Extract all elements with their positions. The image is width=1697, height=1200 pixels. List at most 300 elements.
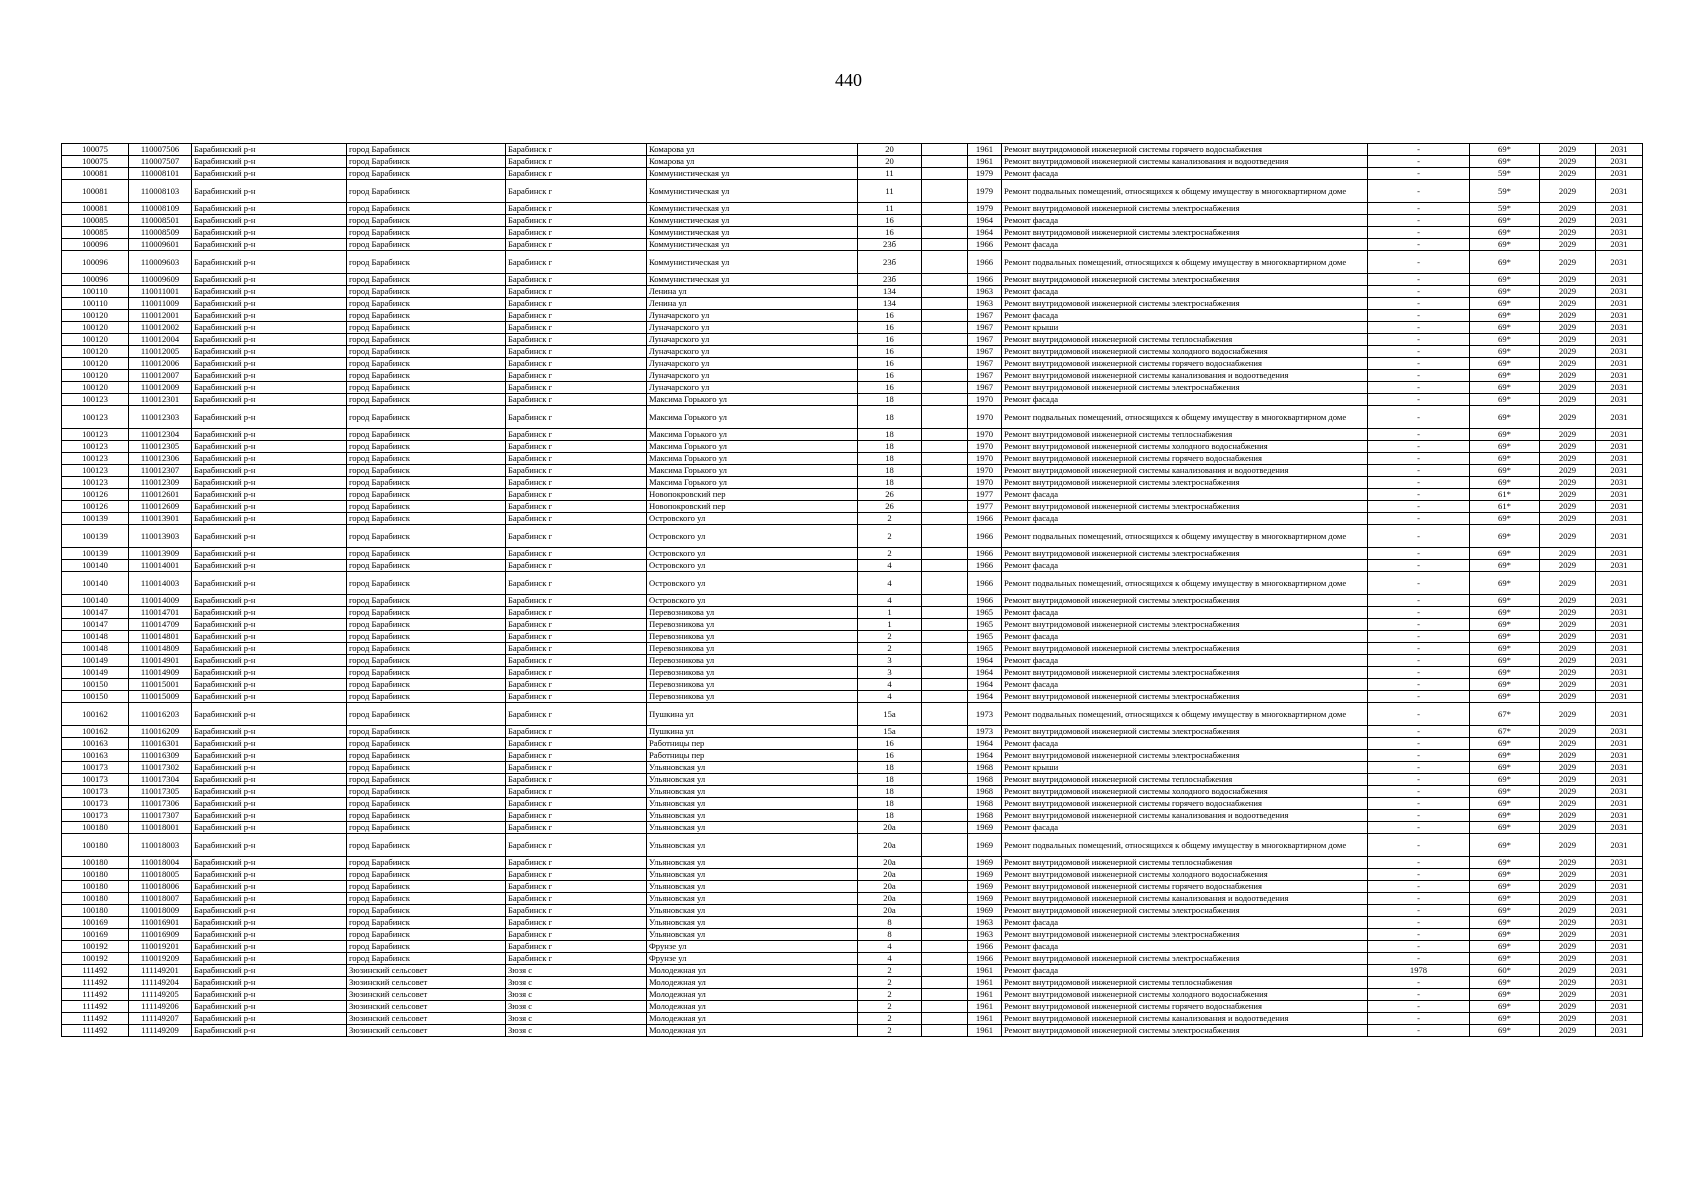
cell-district: Барабинский р-н [192,180,347,203]
cell-year-built: 1967 [968,322,1002,334]
cell-work-id: 110014001 [129,560,192,572]
cell-plan-start: 2029 [1540,774,1596,786]
cell-house: 4 [858,595,922,607]
cell-house: 18 [858,810,922,822]
cell-work-id: 111149201 [129,965,192,977]
cell-plan-start: 2029 [1540,953,1596,965]
cell-wear: 67* [1470,726,1540,738]
cell-work-type: Ремонт фасада [1002,286,1368,298]
cell-plan-end: 2031 [1596,595,1643,607]
cell-work-id: 111149205 [129,989,192,1001]
cell-municipality: город Барабинск [347,180,506,203]
cell-street: Максима Горького ул [647,477,858,489]
cell-wear: 69* [1470,631,1540,643]
cell-municipality: город Барабинск [347,667,506,679]
cell-wear: 69* [1470,310,1540,322]
cell-street: Коммунистическая ул [647,251,858,274]
cell-last-repair: - [1368,429,1470,441]
cell-block [922,965,968,977]
cell-house: 20а [858,822,922,834]
cell-street: Островского ул [647,560,858,572]
cell-block [922,774,968,786]
cell-work-id: 110016909 [129,929,192,941]
cell-locality: Барабинск г [506,607,647,619]
cell-district: Барабинский р-н [192,726,347,738]
cell-house: 16 [858,310,922,322]
cell-street: Молодежная ул [647,965,858,977]
cell-plan-start: 2029 [1540,810,1596,822]
cell-plan-start: 2029 [1540,655,1596,667]
cell-house-id: 100149 [62,655,129,667]
table-row [62,738,1643,750]
table-row [62,322,1643,334]
cell-plan-start: 2029 [1540,298,1596,310]
cell-municipality: город Барабинск [347,941,506,953]
cell-last-repair: - [1368,144,1470,156]
cell-block [922,310,968,322]
cell-plan-end: 2031 [1596,406,1643,429]
cell-house-id: 100148 [62,631,129,643]
cell-locality: Барабинск г [506,382,647,394]
cell-plan-start: 2029 [1540,572,1596,595]
cell-year-built: 1964 [968,655,1002,667]
cell-work-type: Ремонт внутридомовой инженерной системы электроснабжения [1002,667,1368,679]
cell-last-repair: - [1368,382,1470,394]
cell-work-id: 111149207 [129,1013,192,1025]
cell-municipality: город Барабинск [347,310,506,322]
cell-wear: 69* [1470,667,1540,679]
cell-wear: 69* [1470,239,1540,251]
cell-year-built: 1961 [968,1013,1002,1025]
cell-house: 23б [858,274,922,286]
cell-last-repair: - [1368,334,1470,346]
cell-last-repair: - [1368,548,1470,560]
cell-wear: 69* [1470,382,1540,394]
cell-block [922,203,968,215]
cell-house-id: 100120 [62,310,129,322]
cell-wear: 69* [1470,941,1540,953]
cell-work-id: 110012303 [129,406,192,429]
cell-wear: 69* [1470,643,1540,655]
cell-plan-end: 2031 [1596,370,1643,382]
cell-plan-end: 2031 [1596,893,1643,905]
cell-district: Барабинский р-н [192,1001,347,1013]
cell-house: 18 [858,441,922,453]
cell-house-id: 100162 [62,703,129,726]
table-row [62,239,1643,251]
cell-last-repair: - [1368,560,1470,572]
cell-house: 4 [858,691,922,703]
cell-house: 4 [858,941,922,953]
cell-last-repair: - [1368,655,1470,667]
cell-street: Коммунистическая ул [647,215,858,227]
cell-wear: 69* [1470,1013,1540,1025]
cell-house: 20а [858,834,922,857]
cell-plan-end: 2031 [1596,274,1643,286]
cell-district: Барабинский р-н [192,334,347,346]
cell-block [922,798,968,810]
cell-locality: Барабинск г [506,631,647,643]
cell-plan-end: 2031 [1596,180,1643,203]
cell-block [922,810,968,822]
cell-district: Барабинский р-н [192,501,347,513]
cell-year-built: 1970 [968,477,1002,489]
cell-last-repair: - [1368,977,1470,989]
cell-last-repair: - [1368,738,1470,750]
cell-street: Ульяновская ул [647,929,858,941]
cell-plan-start: 2029 [1540,406,1596,429]
cell-year-built: 1961 [968,989,1002,1001]
cell-work-id: 110018004 [129,857,192,869]
cell-work-type: Ремонт фасада [1002,239,1368,251]
cell-year-built: 1969 [968,869,1002,881]
cell-year-built: 1967 [968,370,1002,382]
table-row [62,215,1643,227]
cell-work-id: 110012601 [129,489,192,501]
cell-house: 2 [858,977,922,989]
cell-plan-end: 2031 [1596,738,1643,750]
cell-work-id: 110014701 [129,607,192,619]
cell-district: Барабинский р-н [192,857,347,869]
cell-locality: Барабинск г [506,786,647,798]
cell-house: 2 [858,1001,922,1013]
cell-house-id: 100173 [62,810,129,822]
table-row [62,726,1643,738]
table-row [62,406,1643,429]
cell-house-id: 100180 [62,893,129,905]
cell-block [922,786,968,798]
cell-block [922,168,968,180]
table-row [62,893,1643,905]
cell-work-type: Ремонт подвальных помещений, относящихся к общему имуществу в многоквартирном доме [1002,572,1368,595]
cell-year-built: 1969 [968,857,1002,869]
cell-municipality: город Барабинск [347,453,506,465]
cell-house: 16 [858,227,922,239]
cell-last-repair: - [1368,525,1470,548]
cell-year-built: 1964 [968,227,1002,239]
cell-plan-start: 2029 [1540,738,1596,750]
cell-block [922,655,968,667]
cell-plan-end: 2031 [1596,477,1643,489]
cell-wear: 69* [1470,572,1540,595]
cell-wear: 69* [1470,465,1540,477]
cell-block [922,691,968,703]
cell-work-id: 110018009 [129,905,192,917]
cell-block [922,881,968,893]
table-row [62,774,1643,786]
table-row [62,548,1643,560]
cell-street: Ульяновская ул [647,774,858,786]
cell-street: Луначарского ул [647,358,858,370]
cell-work-type: Ремонт внутридомовой инженерной системы холодного водоснабжения [1002,786,1368,798]
cell-plan-start: 2029 [1540,501,1596,513]
cell-block [922,738,968,750]
cell-block [922,726,968,738]
cell-municipality: город Барабинск [347,905,506,917]
cell-street: Ульяновская ул [647,762,858,774]
cell-wear: 69* [1470,441,1540,453]
cell-street: Пушкина ул [647,703,858,726]
cell-block [922,274,968,286]
table-row [62,786,1643,798]
cell-house-id: 100180 [62,857,129,869]
cell-wear: 69* [1470,251,1540,274]
cell-house-id: 100120 [62,334,129,346]
cell-plan-end: 2031 [1596,905,1643,917]
cell-block [922,560,968,572]
cell-year-built: 1964 [968,738,1002,750]
table-row [62,370,1643,382]
cell-last-repair: - [1368,370,1470,382]
cell-plan-start: 2029 [1540,679,1596,691]
cell-locality: Барабинск г [506,441,647,453]
cell-municipality: город Барабинск [347,346,506,358]
cell-plan-end: 2031 [1596,953,1643,965]
cell-house-id: 111492 [62,1013,129,1025]
cell-municipality: Зюзинский сельсовет [347,989,506,1001]
cell-year-built: 1970 [968,453,1002,465]
cell-year-built: 1968 [968,798,1002,810]
cell-locality: Барабинск г [506,334,647,346]
cell-locality: Барабинск г [506,168,647,180]
cell-municipality: город Барабинск [347,893,506,905]
cell-wear: 69* [1470,453,1540,465]
cell-wear: 69* [1470,750,1540,762]
cell-work-id: 110009603 [129,251,192,274]
cell-street: Молодежная ул [647,1025,858,1037]
cell-locality: Барабинск г [506,798,647,810]
cell-plan-end: 2031 [1596,750,1643,762]
table-row [62,144,1643,156]
cell-plan-start: 2029 [1540,595,1596,607]
cell-municipality: город Барабинск [347,227,506,239]
cell-work-id: 111149204 [129,977,192,989]
cell-house-id: 100192 [62,953,129,965]
cell-work-id: 110014809 [129,643,192,655]
cell-house: 23б [858,251,922,274]
cell-wear: 69* [1470,738,1540,750]
cell-district: Барабинский р-н [192,572,347,595]
cell-house: 2 [858,643,922,655]
cell-block [922,750,968,762]
cell-plan-end: 2031 [1596,251,1643,274]
cell-work-id: 110008109 [129,203,192,215]
cell-last-repair: - [1368,691,1470,703]
cell-last-repair: - [1368,239,1470,251]
cell-plan-end: 2031 [1596,1001,1643,1013]
cell-house: 20а [858,869,922,881]
cell-plan-end: 2031 [1596,977,1643,989]
cell-work-type: Ремонт внутридомовой инженерной системы канализования и водоотведения [1002,1013,1368,1025]
cell-work-id: 110013903 [129,525,192,548]
cell-wear: 69* [1470,358,1540,370]
cell-wear: 69* [1470,822,1540,834]
cell-wear: 69* [1470,1025,1540,1037]
cell-district: Барабинский р-н [192,691,347,703]
cell-house-id: 100180 [62,834,129,857]
cell-district: Барабинский р-н [192,144,347,156]
table-row [62,905,1643,917]
table-row [62,941,1643,953]
cell-work-id: 110008101 [129,168,192,180]
cell-plan-end: 2031 [1596,631,1643,643]
cell-locality: Барабинск г [506,881,647,893]
cell-last-repair: - [1368,917,1470,929]
cell-house: 16 [858,346,922,358]
cell-work-type: Ремонт внутридомовой инженерной системы электроснабжения [1002,227,1368,239]
cell-work-id: 110018007 [129,893,192,905]
cell-district: Барабинский р-н [192,595,347,607]
cell-work-id: 110018006 [129,881,192,893]
cell-house: 16 [858,382,922,394]
cell-plan-start: 2029 [1540,619,1596,631]
cell-plan-start: 2029 [1540,215,1596,227]
cell-locality: Барабинск г [506,679,647,691]
cell-plan-end: 2031 [1596,501,1643,513]
cell-year-built: 1968 [968,810,1002,822]
cell-plan-start: 2029 [1540,762,1596,774]
cell-wear: 69* [1470,881,1540,893]
cell-wear: 69* [1470,774,1540,786]
cell-house-id: 100169 [62,917,129,929]
cell-block [922,1001,968,1013]
cell-street: Ульяновская ул [647,905,858,917]
cell-house: 8 [858,917,922,929]
cell-block [922,334,968,346]
cell-wear: 69* [1470,607,1540,619]
cell-year-built: 1965 [968,619,1002,631]
cell-wear: 61* [1470,501,1540,513]
cell-plan-start: 2029 [1540,1025,1596,1037]
cell-locality: Зюзя с [506,977,647,989]
cell-municipality: город Барабинск [347,929,506,941]
cell-plan-end: 2031 [1596,322,1643,334]
cell-work-id: 110018003 [129,834,192,857]
cell-locality: Барабинск г [506,810,647,822]
cell-house: 20а [858,905,922,917]
cell-house-id: 100120 [62,346,129,358]
cell-house: 18 [858,465,922,477]
cell-wear: 69* [1470,298,1540,310]
cell-wear: 69* [1470,691,1540,703]
cell-plan-start: 2029 [1540,691,1596,703]
cell-work-type: Ремонт фасада [1002,738,1368,750]
cell-year-built: 1961 [968,1001,1002,1013]
cell-work-id: 110012306 [129,453,192,465]
table-row [62,595,1643,607]
cell-district: Барабинский р-н [192,869,347,881]
cell-locality: Барабинск г [506,619,647,631]
cell-year-built: 1970 [968,394,1002,406]
cell-work-type: Ремонт фасада [1002,310,1368,322]
cell-plan-start: 2029 [1540,286,1596,298]
cell-municipality: город Барабинск [347,215,506,227]
cell-district: Барабинский р-н [192,251,347,274]
cell-locality: Зюзя с [506,1001,647,1013]
cell-street: Максима Горького ул [647,441,858,453]
cell-district: Барабинский р-н [192,881,347,893]
cell-house: 2 [858,525,922,548]
cell-year-built: 1961 [968,1025,1002,1037]
cell-work-id: 110015001 [129,679,192,691]
cell-work-id: 110012007 [129,370,192,382]
cell-house: 11 [858,168,922,180]
cell-block [922,929,968,941]
cell-house-id: 100123 [62,394,129,406]
cell-house: 2 [858,1013,922,1025]
cell-wear: 59* [1470,203,1540,215]
cell-house-id: 100110 [62,286,129,298]
cell-plan-start: 2029 [1540,643,1596,655]
cell-municipality: город Барабинск [347,595,506,607]
cell-locality: Барабинск г [506,726,647,738]
cell-work-type: Ремонт внутридомовой инженерной системы электроснабжения [1002,1025,1368,1037]
repair-registry-table [61,143,1643,1037]
cell-locality: Барабинск г [506,489,647,501]
cell-plan-end: 2031 [1596,691,1643,703]
cell-locality: Барабинск г [506,834,647,857]
cell-plan-end: 2031 [1596,929,1643,941]
cell-street: Ульяновская ул [647,822,858,834]
table-row [62,286,1643,298]
cell-house: 4 [858,560,922,572]
cell-block [922,394,968,406]
cell-plan-start: 2029 [1540,382,1596,394]
cell-house-id: 100149 [62,667,129,679]
cell-work-id: 110009609 [129,274,192,286]
cell-year-built: 1964 [968,667,1002,679]
cell-last-repair: - [1368,905,1470,917]
cell-last-repair: - [1368,215,1470,227]
cell-wear: 69* [1470,917,1540,929]
cell-work-type: Ремонт внутридомовой инженерной системы канализования и водоотведения [1002,370,1368,382]
cell-year-built: 1966 [968,560,1002,572]
cell-wear: 69* [1470,679,1540,691]
cell-block [922,156,968,168]
cell-work-type: Ремонт внутридомовой инженерной системы электроснабжения [1002,501,1368,513]
cell-work-id: 110008501 [129,215,192,227]
cell-locality: Барабинск г [506,857,647,869]
cell-year-built: 1965 [968,631,1002,643]
cell-plan-start: 2029 [1540,203,1596,215]
cell-work-type: Ремонт подвальных помещений, относящихся к общему имуществу в многоквартирном доме [1002,180,1368,203]
cell-house: 11 [858,180,922,203]
table-row [62,1025,1643,1037]
table-row [62,607,1643,619]
cell-house-id: 100085 [62,227,129,239]
cell-block [922,643,968,655]
cell-block [922,572,968,595]
cell-block [922,595,968,607]
cell-plan-start: 2029 [1540,513,1596,525]
cell-street: Островского ул [647,595,858,607]
cell-district: Барабинский р-н [192,798,347,810]
cell-work-id: 110014009 [129,595,192,607]
cell-work-id: 110013909 [129,548,192,560]
cell-street: Работницы пер [647,750,858,762]
cell-work-id: 110007506 [129,144,192,156]
cell-last-repair: - [1368,762,1470,774]
cell-district: Барабинский р-н [192,322,347,334]
table-row [62,1013,1643,1025]
cell-wear: 69* [1470,215,1540,227]
cell-district: Барабинский р-н [192,738,347,750]
table-row [62,203,1643,215]
cell-plan-end: 2031 [1596,917,1643,929]
cell-plan-start: 2029 [1540,881,1596,893]
cell-work-type: Ремонт фасада [1002,560,1368,572]
cell-house: 2 [858,989,922,1001]
